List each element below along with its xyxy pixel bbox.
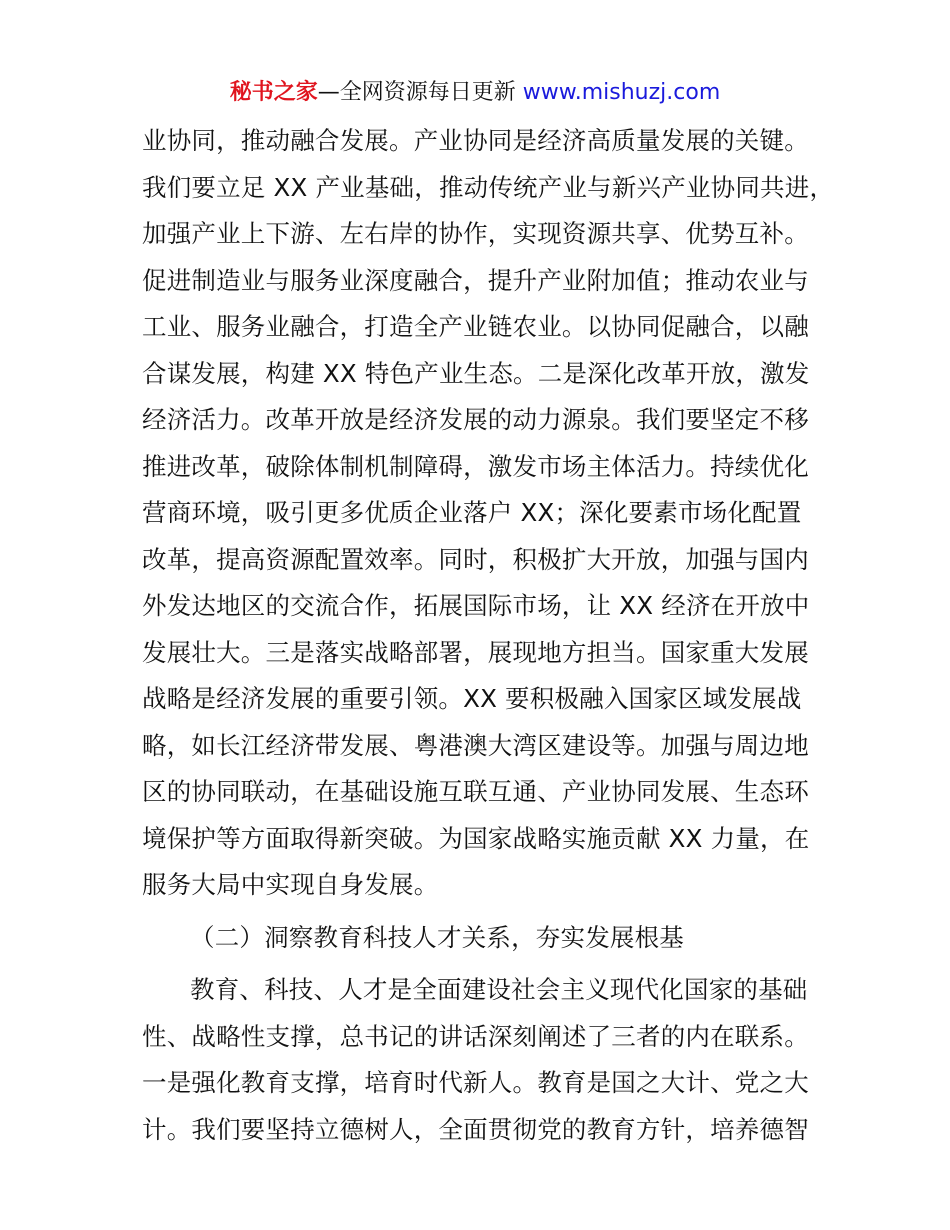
text-line: 促进制造业与服务业深度融合，提升产业附加值；推动农业与: [142, 265, 809, 295]
text-line: 区的协同联动，在基础设施互联互通、产业协同发展、生态环: [142, 777, 809, 806]
text-line: 经济活力。改革开放是经济发展的动力源泉。我们要坚定不移: [142, 405, 809, 434]
text-line: 性、战略性支撑，总书记的讲话深刻阐述了三者的内在联系。: [142, 1021, 809, 1051]
text-line: 教育、科技、人才是全面建设社会主义现代化国家的基础: [190, 975, 808, 1004]
text-line: 境保护等方面取得新突破。为国家战略实施贡献 XX 力量，在: [142, 823, 810, 853]
text-line: 一是强化教育支撑，培育时代新人。教育是国之大计、党之大: [142, 1068, 809, 1097]
text-line: 战略是经济发展的重要引领。XX 要积极融入国家区域发展战: [142, 684, 802, 713]
text-line: 工业、服务业融合，打造全产业链农业。以协同促融合，以融: [142, 312, 809, 341]
text-line: 加强产业上下游、左右岸的协作，实现资源共享、优势互补。: [142, 219, 809, 248]
text-line: 业协同，推动融合发展。产业协同是经济高质量发展的关键。: [142, 126, 809, 155]
text-line: 我们要立足 XX 产业基础，推动传统产业与新兴产业协同共进，: [142, 172, 835, 202]
brand-name: 秘书之家: [229, 80, 318, 105]
text-line: 营商环境，吸引更多优质企业落户 XX；深化要素市场化配置: [142, 498, 802, 527]
text-line: 计。我们要坚持立德树人，全面贯彻党的教育方针，培养德智: [142, 1114, 809, 1144]
text-line: 改革，提高资源配置效率。同时，积极扩大开放，加强与国内: [142, 544, 809, 574]
document-body: [142, 118, 835, 1153]
site-header: [0, 78, 950, 108]
section-heading: （二）洞察教育科技人才关系，夯实发展根基: [190, 922, 684, 952]
text-line: 推进改革，破除体制机制障碍，激发市场主体活力。持续优化: [142, 451, 809, 481]
text-line: 发展壮大。三是落实战略部署，展现地方担当。国家重大发展: [142, 637, 809, 667]
text-line: 外发达地区的交流合作，拓展国际市场，让 XX 经济在开放中: [142, 591, 810, 620]
header-slogan: —全网资源每日更新: [317, 80, 523, 105]
site-url-link[interactable]: www.mishuzj.com: [522, 80, 721, 105]
text-line: 服务大局中实现自身发展。: [142, 870, 439, 899]
text-line: 略，如长江经济带发展、粤港澳大湾区建设等。加强与周边地: [142, 730, 809, 760]
text-line: 合谋发展，构建 XX 特色产业生态。二是深化改革开放，激发: [142, 358, 810, 388]
